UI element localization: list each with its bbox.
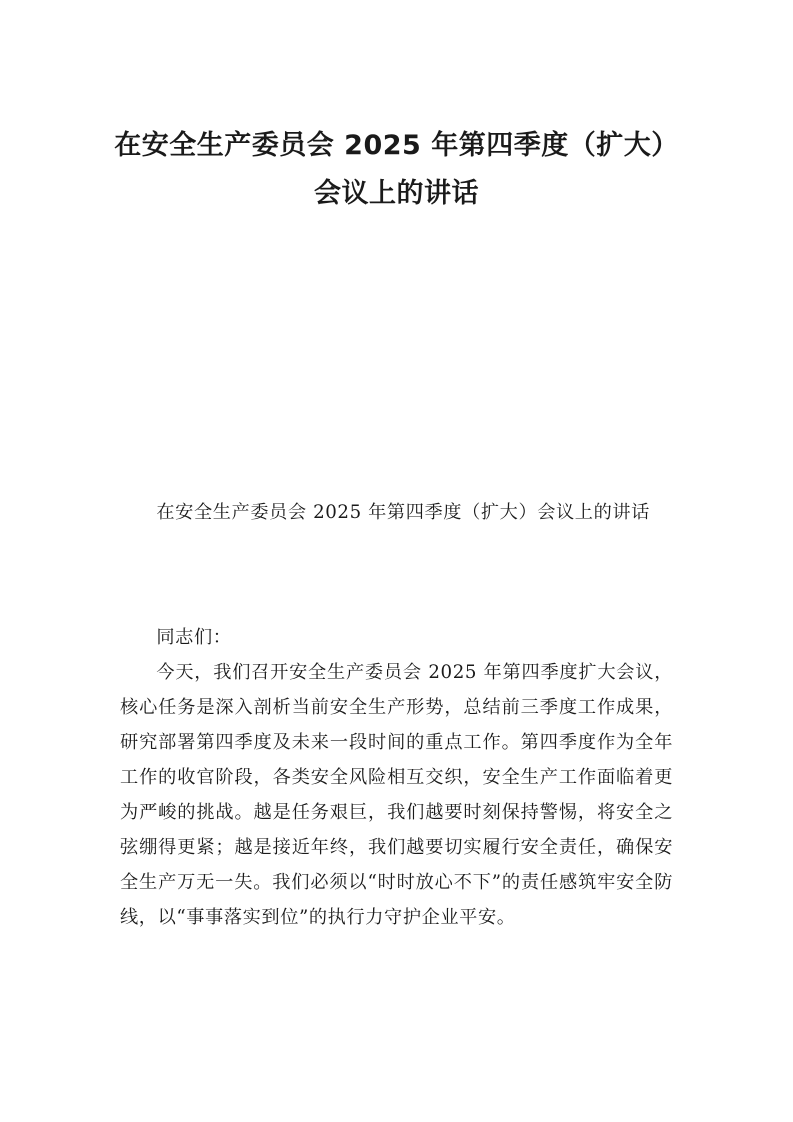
salutation-block [120, 620, 673, 655]
salutation: 同志们： [156, 627, 232, 648]
title-line-1: 在安全生产委员会 2025 年第四季度（扩大） [114, 130, 679, 161]
title-line-2: 会议上的讲话 [314, 178, 479, 209]
main-paragraph-block [120, 655, 673, 935]
paragraph-1: 今天，我们召开安全生产委员会 2025 年第四季度扩大会议，核心任务是深入剖析当前安全生产形势，总结前三季度工作成果，研究部署第四季度及未来一段时间的重点工作。第四季度作为全年工作的收官阶段，各类安全风险相互交织，安全生产工作面临着更为严峻的挑战。越是任务艰巨，我们越要时刻保持警惕，将安全之弦绷得更紧；越是接近年终，我们越要切实履行安全责任，确保安全生产万无一失。我们必须以“时时放心不下”的责任感筑牢安全防线，以“事事落实到位”的执行力守护企业平安。 [120, 662, 673, 928]
body-subtitle-block [120, 495, 673, 530]
body-subtitle: 在安全生产委员会 2025 年第四季度（扩大）会议上的讲话 [156, 502, 650, 523]
document-title [100, 122, 693, 218]
